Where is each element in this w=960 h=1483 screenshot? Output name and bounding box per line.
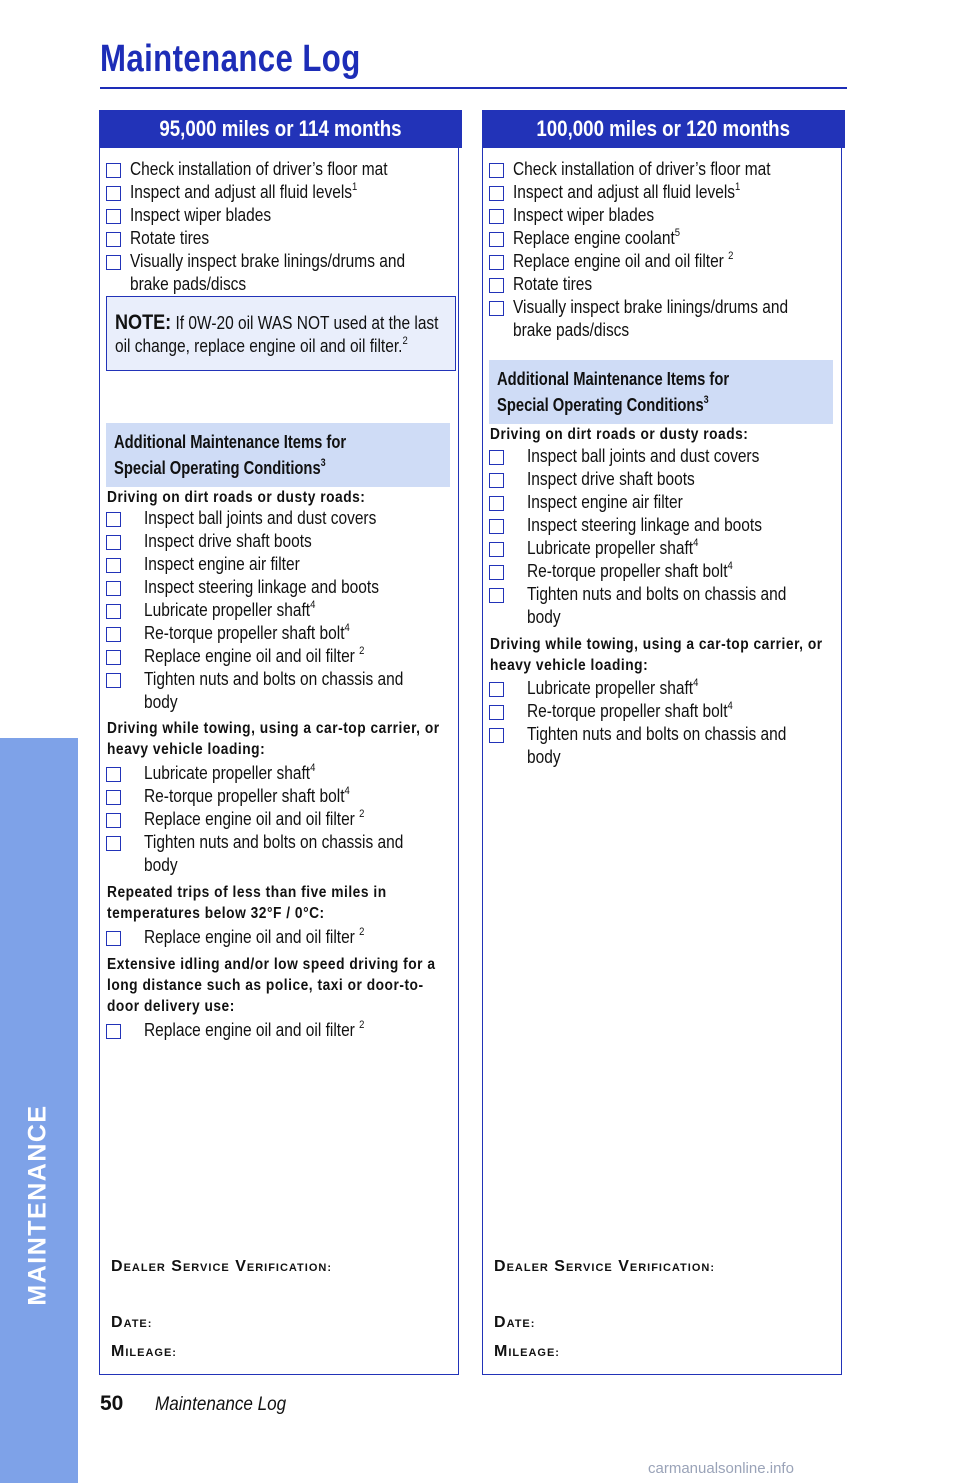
condition-title: Driving while towing, using a car-top carrier, or heavy vehicle loading: <box>107 720 440 758</box>
checkbox[interactable] <box>489 278 504 293</box>
side-tab-label: MAINTENANCE <box>23 1104 52 1306</box>
checkbox[interactable] <box>106 650 121 665</box>
checkbox[interactable] <box>489 301 504 316</box>
checkbox[interactable] <box>489 496 504 511</box>
page-title: Maintenance Log <box>100 38 361 80</box>
checkbox[interactable] <box>106 767 121 782</box>
checkbox[interactable] <box>489 163 504 178</box>
checkbox[interactable] <box>489 728 504 743</box>
mileage-label: MILEAGE: <box>111 1343 177 1360</box>
condition-title: Extensive idling and/or low speed driving for a long distance such as police, taxi or door-to-door delivery use: <box>107 956 436 1015</box>
checkbox[interactable] <box>489 232 504 247</box>
watermark: carmanualsonline.info <box>648 1460 794 1477</box>
left-column-header: 95,000 miles or 114 months <box>99 110 462 148</box>
checkbox[interactable] <box>106 1024 121 1039</box>
note-label: NOTE: <box>115 311 172 334</box>
checkbox[interactable] <box>489 682 504 697</box>
checkbox[interactable] <box>106 163 121 178</box>
checkbox[interactable] <box>106 535 121 550</box>
checkbox[interactable] <box>106 209 121 224</box>
additional-items-heading: Additional Maintenance Items for Special Operating Conditions$^3$ <box>106 423 450 487</box>
checkbox[interactable] <box>106 232 121 247</box>
checkbox[interactable] <box>106 673 121 688</box>
date-label: DATE: <box>494 1314 536 1331</box>
page-number: 50 <box>100 1392 124 1415</box>
checkbox[interactable] <box>106 836 121 851</box>
checkbox[interactable] <box>489 209 504 224</box>
checkbox[interactable] <box>489 519 504 534</box>
date-label: DATE: <box>111 1314 153 1331</box>
checkbox[interactable] <box>106 186 121 201</box>
checkbox[interactable] <box>106 627 121 642</box>
checkbox[interactable] <box>489 473 504 488</box>
note-box: NOTE: If 0W-20 oil WAS NOT used at the last oil change, replace engine oil and oil filter.$^2$ <box>106 296 456 371</box>
right-column: 100,000 miles or 120 months Check installation of driver’s floor mat Inspect and adjust all fluid levels$^1$ Inspect wiper blades Replace engine coolant$^5$ Replace engine oil and oil filter $^2$ Rotate tires Visually inspect brake linings/drums and brake pads/discs Additional Maintenance Items for Special Operating Conditions$^3$ Driving on dirt roads or dusty roads: Inspect ball joints and dust covers Inspect drive shaft boots Inspect engine air filter Inspect steering linkage and boots Lubricate propeller shaft$^4$ Re-torque propeller shaft bolt$^4$ Tighten nuts and bolts on chassis and body Driving while towing, using a car-top carrier, or heavy vehicle loading: Lubricate propeller shaft$^4$ Re-torque propeller shaft bolt$^4$ Tighten nuts and bolts on chassis and body DEALER SERVICE VERIFICATION: DATE: MILEAGE: <box>482 110 842 1375</box>
title-rule <box>100 87 847 89</box>
page-footer-label: Maintenance Log <box>155 1394 287 1415</box>
checkbox[interactable] <box>106 581 121 596</box>
checkbox[interactable] <box>106 558 121 573</box>
condition-title: Driving while towing, using a car-top carrier, or heavy vehicle loading: <box>490 636 823 674</box>
checkbox[interactable] <box>489 705 504 720</box>
checkbox[interactable] <box>106 931 121 946</box>
dealer-verification-label: DEALER SERVICE VERIFICATION: <box>111 1258 332 1275</box>
condition-title: Driving on dirt roads or dusty roads: <box>490 426 749 443</box>
checkbox[interactable] <box>489 255 504 270</box>
condition-title: Driving on dirt roads or dusty roads: <box>107 489 366 506</box>
checkbox[interactable] <box>489 542 504 557</box>
dealer-verification-label: DEALER SERVICE VERIFICATION: <box>494 1258 715 1275</box>
checkbox[interactable] <box>106 604 121 619</box>
note-text: If 0W-20 oil WAS NOT used at the last oil change, replace engine oil and oil filter. <box>115 313 439 356</box>
right-column-header: 100,000 miles or 120 months <box>482 110 845 148</box>
additional-items-heading: Additional Maintenance Items for Special Operating Conditions$^3$ <box>489 360 833 424</box>
checkbox[interactable] <box>489 450 504 465</box>
checkbox[interactable] <box>106 813 121 828</box>
checkbox[interactable] <box>489 588 504 603</box>
checkbox[interactable] <box>106 512 121 527</box>
checkbox[interactable] <box>489 186 504 201</box>
checkbox[interactable] <box>106 790 121 805</box>
mileage-label: MILEAGE: <box>494 1343 560 1360</box>
left-column: 95,000 miles or 114 months Check installation of driver’s floor mat Inspect and adjust all fluid levels$^1$ Inspect wiper blades Rotate tires Visually inspect brake linings/drums and brake pads/discs NOTE: If 0W-20 oil WAS NOT used at the last oil change, replace engine oil and oil filter.$^2$ Additional Maintenance Items for Special Operating Conditions$^3$ Driving on dirt roads or dusty roads: Inspect ball joints and dust covers Inspect drive shaft boots Inspect engine air filter Inspect steering linkage and boots Lubricate propeller shaft$^4$ Re-torque propeller shaft bolt$^4$ Replace engine oil and oil filter $^2$ Tighten nuts and bolts on chassis and body Driving while towing, using a car-top carrier, or heavy vehicle loading: Lubricate propeller shaft$^4$ Re-torque propeller shaft bolt$^4$ Replace engine oil and oil filter $^2$ Tighten nuts and bolts on chassis and body Repeated trips of less than five miles in temperatures below 32°F / 0°C: Replace engine oil and oil filter $^2$ Extensive idling and/or low speed driving for a long distance such as police, taxi or door-to-door delivery use: Replace engine oil and oil filter $^2$ DEALER SERVICE VERIFICATION: DATE: MILEAGE: <box>99 110 459 1375</box>
checkbox[interactable] <box>106 255 121 270</box>
checkbox[interactable] <box>489 565 504 580</box>
condition-title: Repeated trips of less than five miles in temperatures below 32°F / 0°C: <box>107 884 387 922</box>
